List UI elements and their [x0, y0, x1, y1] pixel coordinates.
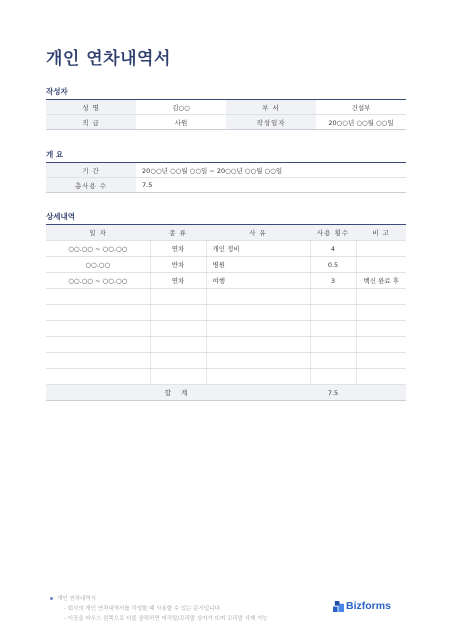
type-cell[interactable]: 연차	[150, 273, 206, 289]
table-row	[46, 337, 406, 353]
date-cell[interactable]	[46, 369, 150, 385]
summary-table	[46, 162, 406, 193]
table-row	[46, 289, 406, 305]
date-cell[interactable]	[46, 321, 150, 337]
reason-cell[interactable]: 여행	[206, 273, 310, 289]
date-cell[interactable]: ○○.○○	[46, 257, 150, 273]
writer-table	[46, 99, 406, 130]
column-header-type: 종 류	[150, 225, 206, 241]
footer-description: - 회사의 개인 연차내역서를 작성할 때 사용할 수 있는 문서입니다.	[64, 606, 222, 612]
period-label: 기 간	[46, 163, 136, 178]
table-row	[46, 273, 406, 289]
reason-cell[interactable]	[206, 289, 310, 305]
type-cell[interactable]	[150, 289, 206, 305]
bizforms-logo-icon	[333, 601, 344, 612]
name-label: 성 명	[46, 100, 136, 115]
table-row	[46, 100, 406, 115]
footer-notes	[50, 594, 268, 624]
reason-cell[interactable]	[206, 369, 310, 385]
note-cell[interactable]	[356, 289, 406, 305]
date-cell[interactable]	[46, 337, 150, 353]
note-cell[interactable]	[356, 241, 406, 257]
brand-name: Bizforms	[346, 600, 391, 612]
period-value[interactable]: 20○○년 ○○월 ○○일 ~ 20○○년 ○○월 ○○일	[136, 163, 406, 178]
footer-title: 개인 연차내역서	[57, 596, 96, 602]
department-label: 부 서	[226, 100, 316, 115]
name-value[interactable]: 김○○	[136, 100, 226, 115]
table-row	[46, 115, 406, 130]
count-cell[interactable]	[310, 305, 356, 321]
table-row	[46, 305, 406, 321]
reason-cell[interactable]: 개인 정비	[206, 241, 310, 257]
type-cell[interactable]	[150, 321, 206, 337]
note-cell[interactable]	[356, 353, 406, 369]
reason-cell[interactable]	[206, 337, 310, 353]
date-value[interactable]: 20○○년 ○○월 ○○일	[316, 115, 406, 130]
detail-table	[46, 224, 406, 401]
bizforms-logo	[333, 600, 391, 612]
note-cell[interactable]	[356, 337, 406, 353]
count-cell[interactable]: 4	[310, 241, 356, 257]
rank-label: 직 급	[46, 115, 136, 130]
type-cell[interactable]	[150, 305, 206, 321]
reason-cell[interactable]	[206, 321, 310, 337]
table-row	[46, 163, 406, 178]
count-cell[interactable]	[310, 353, 356, 369]
date-cell[interactable]: ○○.○○ ~ ○○.○○	[46, 241, 150, 257]
table-row	[46, 241, 406, 257]
column-header-note: 비 고	[356, 225, 406, 241]
footer-instruction: - 이곳을 마우스 왼쪽으로 더블 클릭하면 머리말/꼬리말 상자가 뜨며 꼬리말 삭제 가능	[64, 616, 268, 622]
reason-cell[interactable]	[206, 353, 310, 369]
date-label: 작성일자	[226, 115, 316, 130]
total-row	[46, 385, 406, 401]
table-row	[46, 369, 406, 385]
reason-cell[interactable]	[206, 305, 310, 321]
table-row	[46, 353, 406, 369]
count-cell[interactable]	[310, 289, 356, 305]
detail-section-label: 상세내역	[46, 212, 75, 221]
count-cell[interactable]	[310, 337, 356, 353]
date-cell[interactable]	[46, 353, 150, 369]
count-cell[interactable]: 0.5	[310, 257, 356, 273]
bullet-icon	[50, 597, 53, 600]
date-cell[interactable]	[46, 305, 150, 321]
date-cell[interactable]: ○○.○○ ~ ○○.○○	[46, 273, 150, 289]
column-header-count: 사용 횟수	[310, 225, 356, 241]
table-row	[46, 321, 406, 337]
document-title: 개인 연차내역서	[46, 49, 171, 69]
count-cell[interactable]: 3	[310, 273, 356, 289]
table-row	[46, 178, 406, 193]
column-header-date: 일 자	[46, 225, 150, 241]
note-cell[interactable]	[356, 369, 406, 385]
total-use-label: 총사용 수	[46, 178, 136, 193]
rank-value[interactable]: 사원	[136, 115, 226, 130]
type-cell[interactable]: 반차	[150, 257, 206, 273]
table-header-row	[46, 225, 406, 241]
type-cell[interactable]: 연차	[150, 241, 206, 257]
total-value[interactable]: 7.5	[310, 385, 356, 401]
note-cell[interactable]	[356, 257, 406, 273]
note-cell[interactable]	[356, 321, 406, 337]
column-header-reason: 사 유	[206, 225, 310, 241]
total-note	[356, 385, 406, 401]
count-cell[interactable]	[310, 369, 356, 385]
total-use-value[interactable]: 7.5	[136, 178, 406, 193]
type-cell[interactable]	[150, 353, 206, 369]
type-cell[interactable]	[150, 369, 206, 385]
writer-section-label: 작성자	[46, 87, 68, 96]
reason-cell[interactable]: 병원	[206, 257, 310, 273]
total-label: 합 계	[46, 385, 310, 401]
note-cell[interactable]	[356, 305, 406, 321]
count-cell[interactable]	[310, 321, 356, 337]
type-cell[interactable]	[150, 337, 206, 353]
table-row	[46, 257, 406, 273]
note-cell[interactable]: 백신 완료 후	[356, 273, 406, 289]
date-cell[interactable]	[46, 289, 150, 305]
summary-section-label: 개 요	[46, 150, 64, 159]
department-value[interactable]: 건설부	[316, 100, 406, 115]
